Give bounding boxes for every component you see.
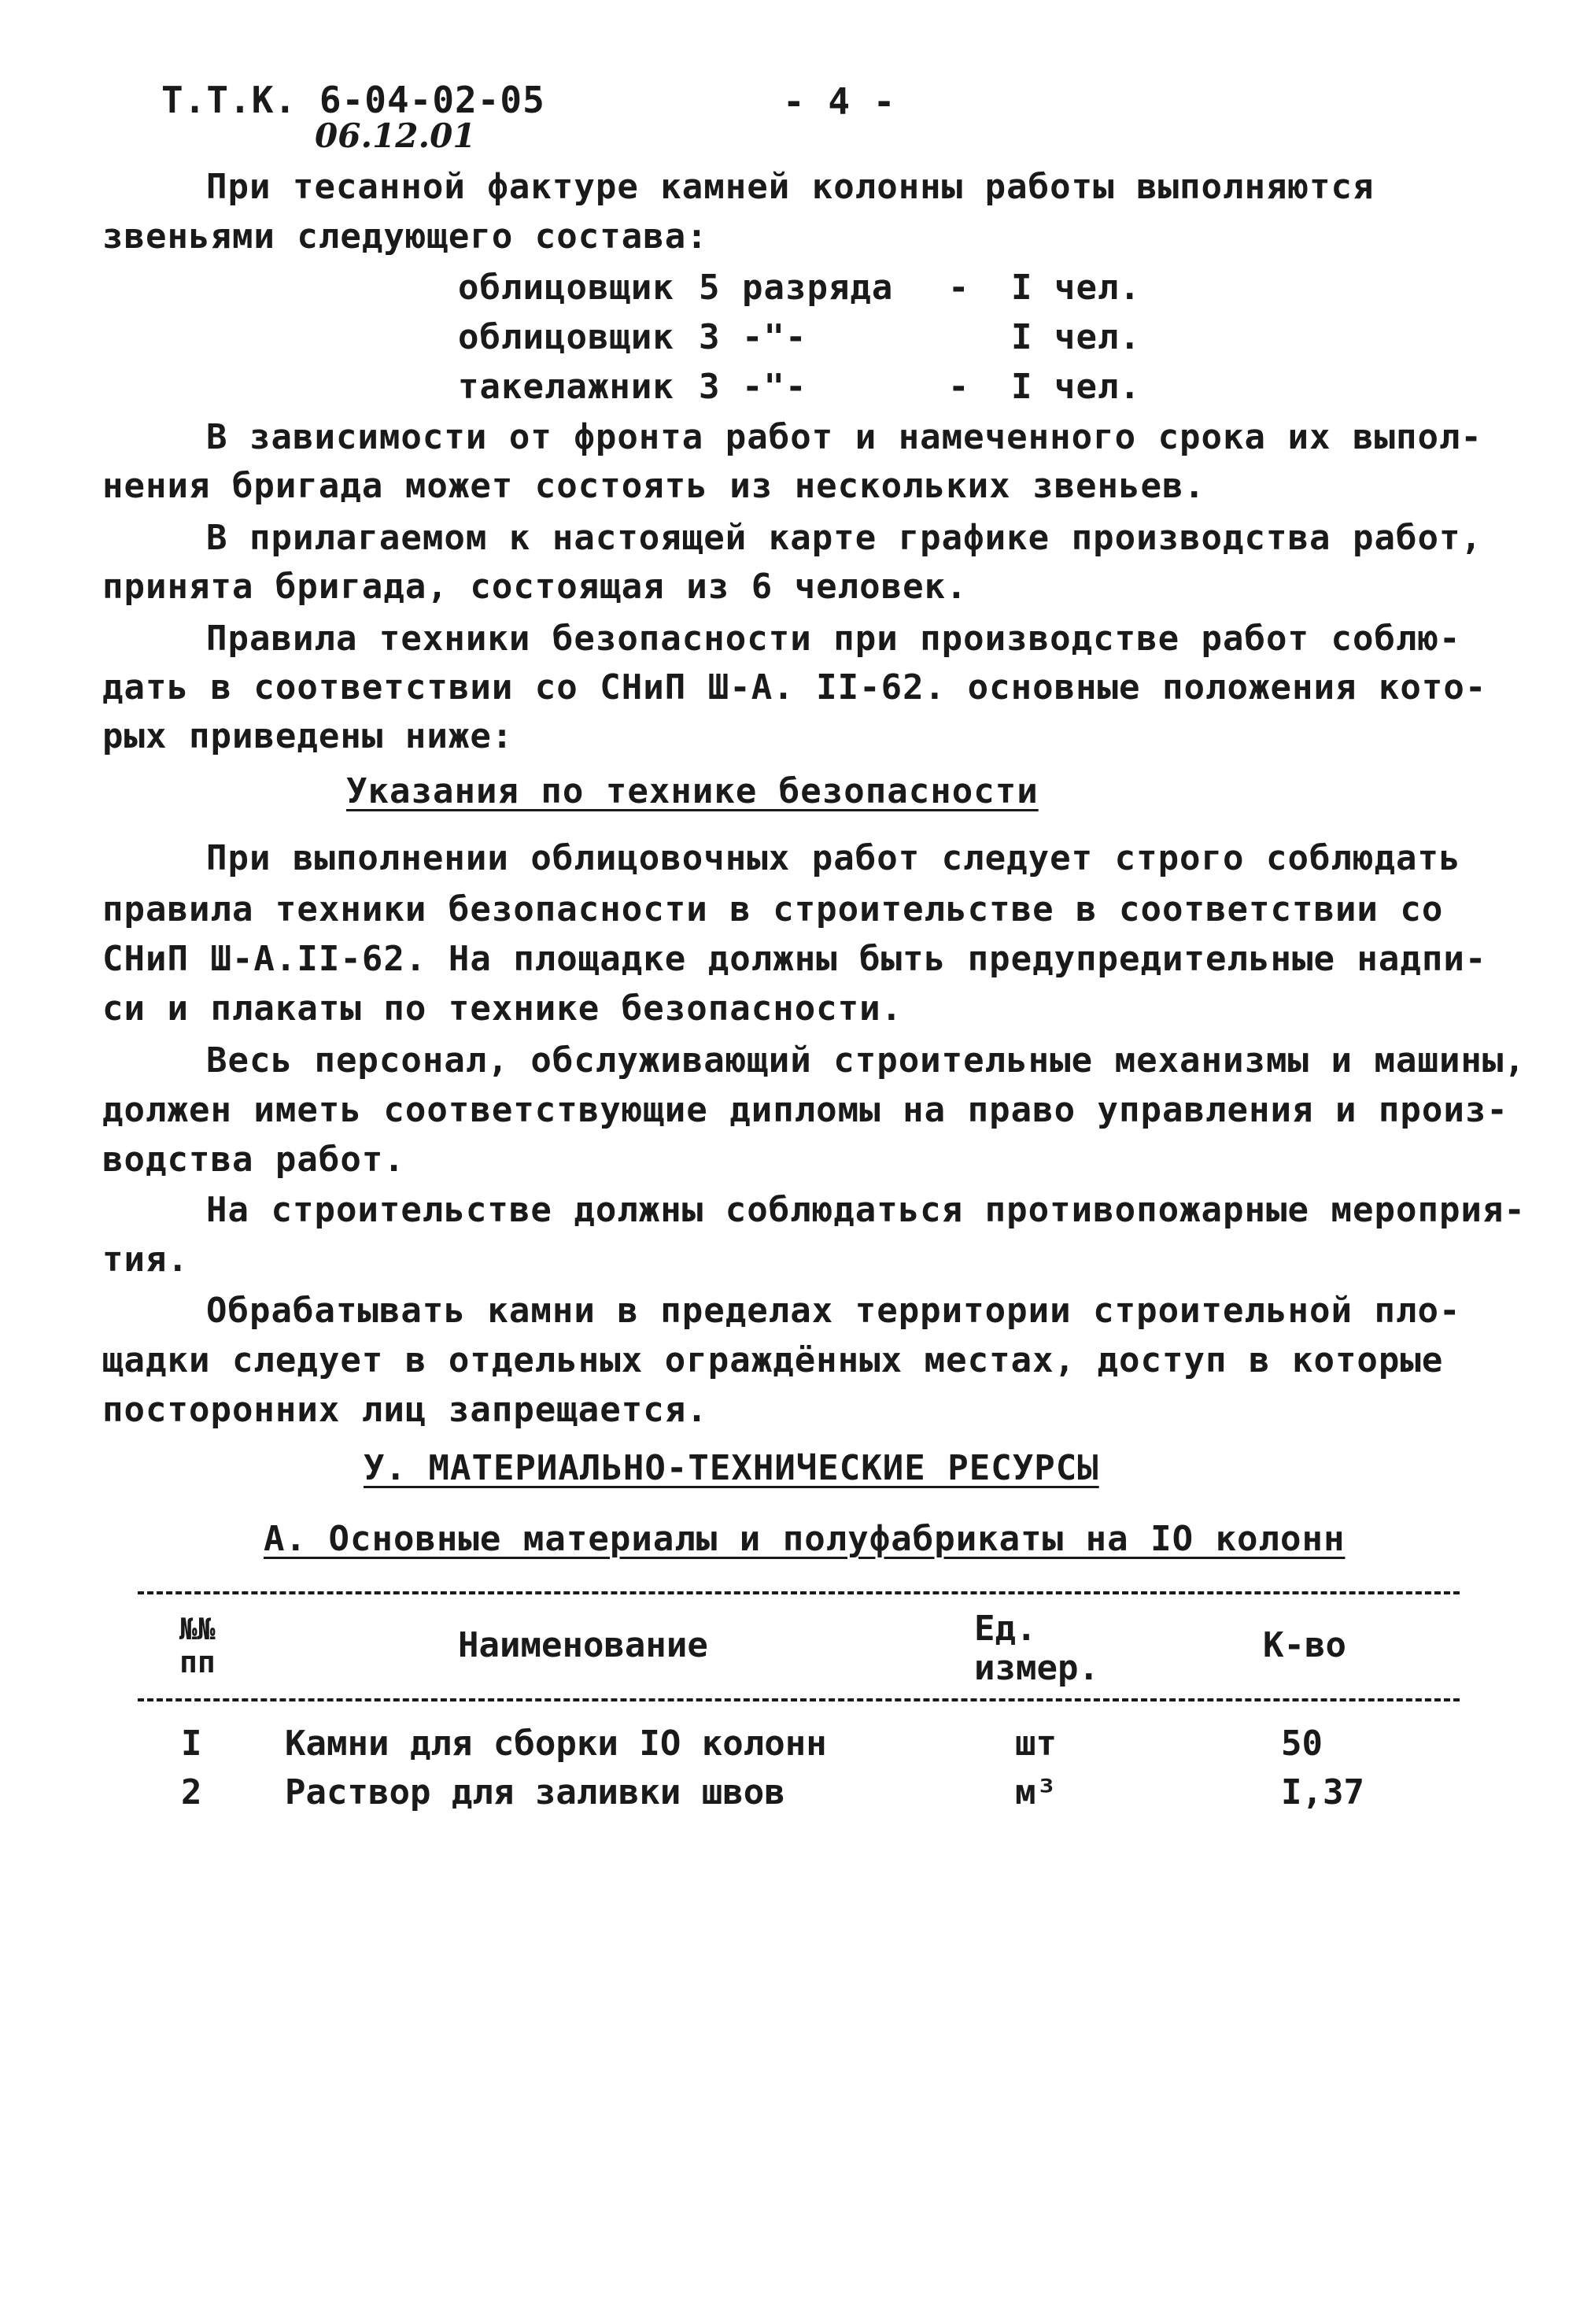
crew-role: облицовщик [458,317,674,357]
section-heading: У. МАТЕРИАЛЬНО-ТЕХНИЧЕСКИЕ РЕСУРСЫ [364,1448,1099,1488]
row-name: Камни для сборки IO колонн [285,1724,827,1764]
crew-count: I чел. [1011,268,1141,308]
paragraph-text: рых приведены ниже: [102,716,514,756]
document-code: Т.Т.К. 6-04-02-05 [161,79,545,121]
paragraph-text: При выполнении облицовочных работ следует строго соблюдать [206,838,1461,878]
paragraph-text: правила техники безопасности в строительстве в соответствии со [102,889,1444,929]
row-quantity: I,37 [1281,1772,1364,1812]
row-number: 2 [181,1772,202,1812]
paragraph-text: принята бригада, состоящая из 6 человек. [102,567,968,607]
paragraph-text: должен иметь соответствующие дипломы на право управления и произ- [102,1090,1508,1130]
crew-intro-line-2: звеньями следующего состава: [102,216,708,257]
header-number-line-1: №№ [179,1612,216,1646]
paragraph-text: СНиП Ш-А.II-62. На площадке должны быть предупредительные надпи- [102,939,1487,979]
paragraph-text: В прилагаемом к настоящей карте графике производства работ, [206,518,1482,558]
crew-intro-line-1: При тесанной фактуре камней колонны работы выполняются [206,167,1375,207]
paragraph-text: нения бригада может состоять из нескольких звеньев. [102,466,1206,506]
header-unit-line-1: Ед. [974,1609,1037,1649]
paragraph-text: дать в соответствии со СНиП Ш-А. II-62. основные положения кото- [102,667,1487,708]
crew-grade: 3 -"- [699,367,807,407]
row-number: I [181,1724,202,1764]
row-quantity: 50 [1281,1724,1323,1764]
crew-role: такелажник [458,367,674,407]
crew-count: I чел. [1011,317,1141,357]
header-name: Наименование [458,1625,708,1665]
crew-role: облицовщик [458,268,674,308]
row-unit: шт [1015,1724,1057,1764]
safety-heading: Указания по технике безопасности [346,771,1039,811]
paragraph-text: Весь персонал, обслуживающий строительные механизмы и машины, [206,1040,1526,1081]
page-number: - 4 - [783,80,896,123]
paragraph-text: тия. [102,1240,189,1280]
table-rule-header [138,1698,1460,1701]
paragraph-text: На строительстве должны соблюдаться противопожарные мероприя- [206,1190,1526,1230]
header-quantity: К-во [1263,1625,1346,1665]
header-number-line-2: пп [179,1645,216,1679]
paragraph-text: В зависимости от фронта работ и намеченного срока их выпол- [206,417,1482,457]
crew-grade: 5 разряда [699,268,894,308]
paragraph-text: водства работ. [102,1140,405,1180]
paragraph-text: щадки следует в отдельных ограждённых местах, доступ в которые [102,1340,1444,1380]
crew-count: I чел. [1011,367,1141,407]
paragraph-text: Обрабатывать камни в пределах территории строительной пло- [206,1291,1461,1331]
paragraph-text: Правила техники безопасности при производстве работ соблю- [206,619,1461,659]
crew-dash: - [948,268,970,308]
header-unit-line-2: измер. [974,1648,1099,1688]
handwritten-date: 06.12.01 [315,116,476,155]
crew-grade: 3 -"- [699,317,807,357]
row-name: Раствор для заливки швов [285,1772,785,1812]
row-unit: м³ [1015,1772,1057,1812]
paragraph-text: посторонних лиц запрещается. [102,1390,708,1430]
crew-dash: - [948,367,970,407]
section-subheading: А. Основные материалы и полуфабрикаты на IO колонн [264,1519,1346,1559]
paragraph-text: си и плакаты по технике безопасности. [102,988,903,1029]
table-rule-top [138,1591,1460,1594]
